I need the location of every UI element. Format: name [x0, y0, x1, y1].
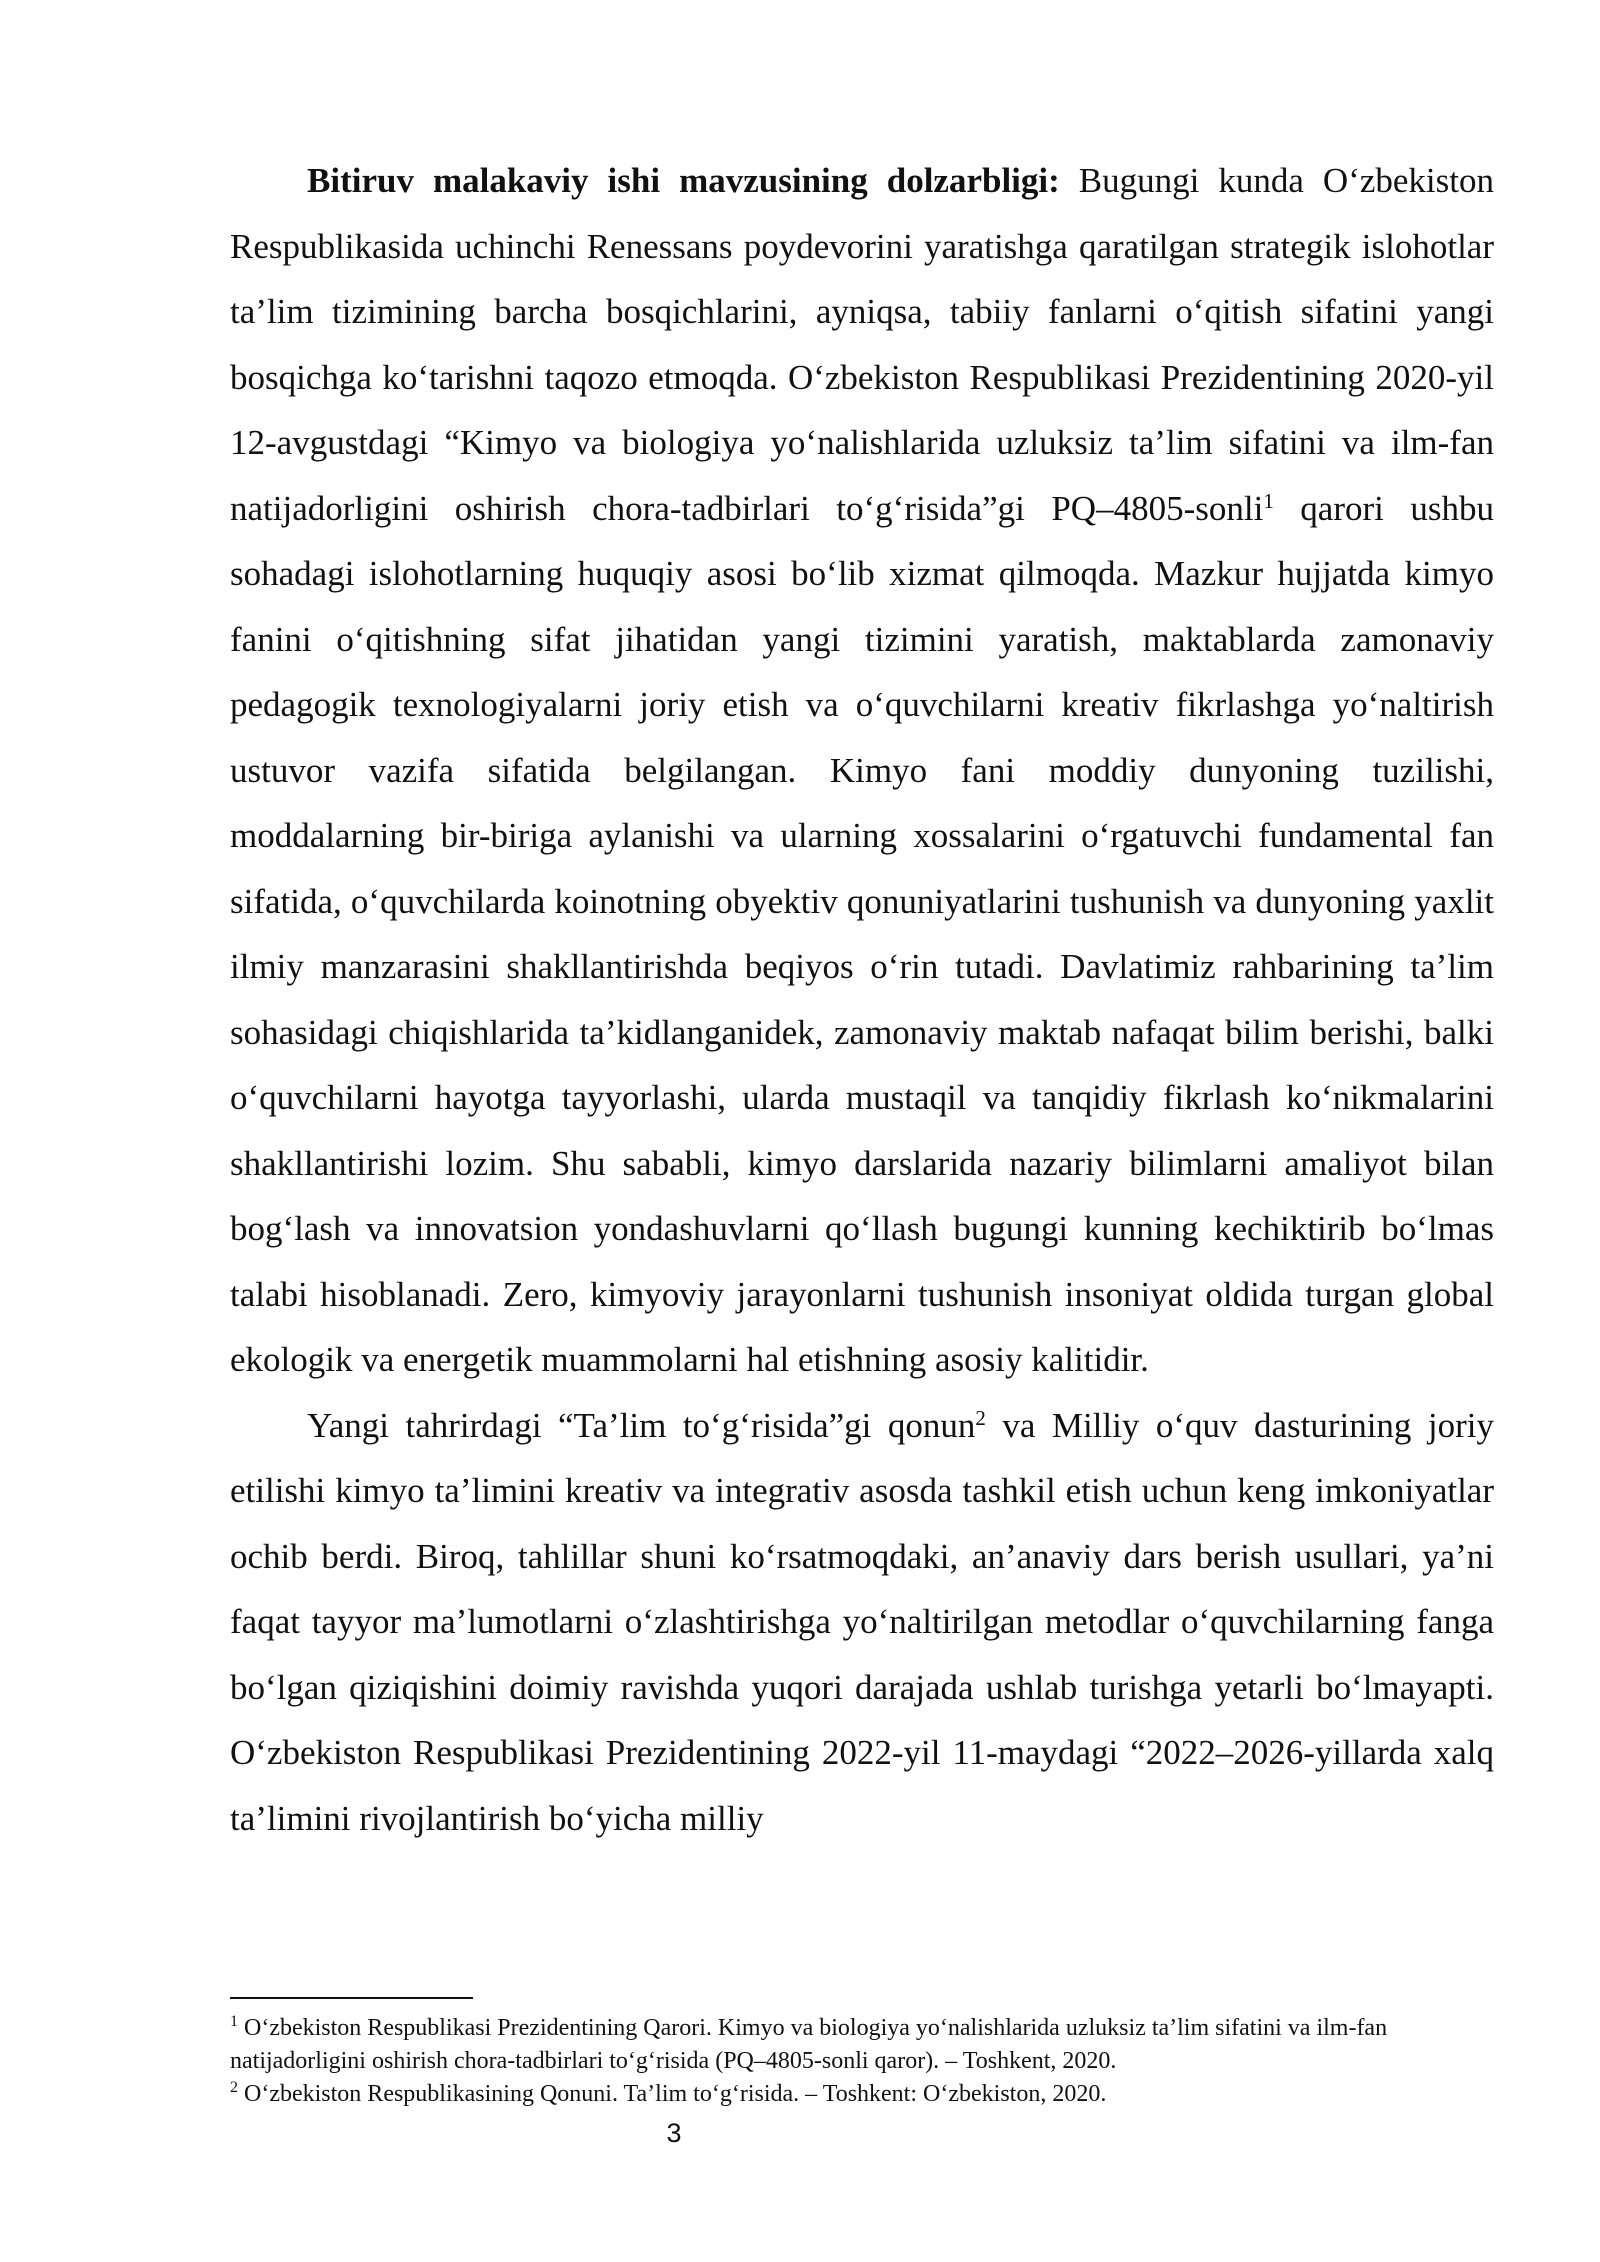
footnotes	[230, 2012, 1494, 2111]
paragraph-relevance	[230, 148, 1494, 1393]
paragraph-law	[230, 1393, 1494, 1852]
paragraph-text: Bugungi kunda O‘zbekiston Respublikasida uchinchi Renessans poydevorini yaratishga qaratilgan strategik islohotlar ta’lim tizimining barcha bosqichlarini, ayniqsa, tabiiy fanlarni o‘qitish sifatini yangi bosqichga ko‘tarishni taqozo etmoqda. O‘zbekiston Respublikasi Prezidentining 2020-yil 12-avgustdagi “Kimyo va biologiya yo‘nalishlarida uzluksiz ta’lim sifatini va ilm-fan natijadorligini oshirish chora-tadbirlari to‘g‘risida”gi PQ–4805-sonli	[230, 161, 1494, 528]
footnote-text: O‘zbekiston Respublikasi Prezidentining Qarori. Kimyo va biologiya yo‘nalishlarida uzluksiz ta’lim sifatini va ilm-fan natijadorligini oshirish chora-tadbirlari to‘g‘risida (PQ–4805-sonli qaror). – Toshkent, 2020.	[230, 2015, 1388, 2074]
footnote-separator	[230, 1997, 473, 1999]
footnote-reference: 2	[975, 1405, 986, 1430]
footnote-reference: 1	[1263, 488, 1274, 513]
section-heading-inline: Bitiruv malakaviy ishi mavzusining dolzarbligi:	[307, 161, 1060, 200]
main-text	[230, 148, 1494, 1851]
footnote-item	[230, 2078, 1494, 2111]
footnote-number: 2	[230, 2079, 238, 2096]
footnote-text: O‘zbekiston Respublikasining Qonuni. Ta’lim to‘g‘risida. – Toshkent: O‘zbekiston, 2020.	[238, 2081, 1107, 2107]
paragraph-text: qarori ushbu sohadagi islohotlarning huquqiy asosi bo‘lib xizmat qilmoqda. Mazkur hujjatda kimyo fanini o‘qitishning sifat jihatidan yangi tizimini yaratish, maktablarda zamonaviy pedagogik texnologiyalarni joriy etish va o‘quvchilarni kreativ fikrlashga yo‘naltirish ustuvor vazifa sifatida belgilangan. Kimyo fani moddiy dunyoning tuzilishi, moddalarning bir-biriga aylanishi va ularning xossalarini o‘rgatuvchi fundamental fan sifatida, o‘quvchilarda koinotning obyektiv qonuniyatlarini tushunish va dunyoning yaxlit ilmiy manzarasini shakllantirishda beqiyos o‘rin tutadi. Davlatimiz rahbarining ta’lim sohasidagi chiqishlarida ta’kidlanganidek, zamonaviy maktab nafaqat bilim berishi, balki o‘quvchilarni hayotga tayyorlashi, ularda mustaqil va tanqidiy fikrlash ko‘nikmalarini shakllantirishi lozim. Shu sababli, kimyo darslarida nazariy bilimlarni amaliyot bilan bog‘lash va innovatsion yondashuvlarni qo‘llash bugungi kunning kechiktirib bo‘lmas talabi hisoblanadi. Zero, kimyoviy jarayonlarni tushunish insoniyat oldida turgan global ekologik va energetik muammolarni hal etishning asosiy kalitidir.	[230, 488, 1494, 1379]
paragraph-text: va Milliy o‘quv dasturining joriy etilishi kimyo ta’limini kreativ va integrativ asosda tashkil etish uchun keng imkoniyatlar ochib berdi. Biroq, tahlillar shuni ko‘rsatmoqdaki, an’anaviy dars berish usullari, ya’ni faqat tayyor ma’lumotlarni o‘zlashtirishga yo‘naltirilgan metodlar o‘quvchilarning fanga bo‘lgan qiziqishini doimiy ravishda yuqori darajada ushlab turishga yetarli bo‘lmayapti. O‘zbekiston Respublikasi Prezidentining 2022-yil 11-maydagi “2022–2026-yillarda xalq ta’limini rivojlantirish bo‘yicha milliy	[230, 1405, 1495, 1838]
footnote-number: 1	[230, 2013, 238, 2030]
footnote-item	[230, 2012, 1494, 2078]
paragraph-text: Yangi tahrirdagi “Ta’lim to‘g‘risida”gi qonun	[307, 1405, 976, 1445]
page-number: 3	[666, 2118, 682, 2148]
